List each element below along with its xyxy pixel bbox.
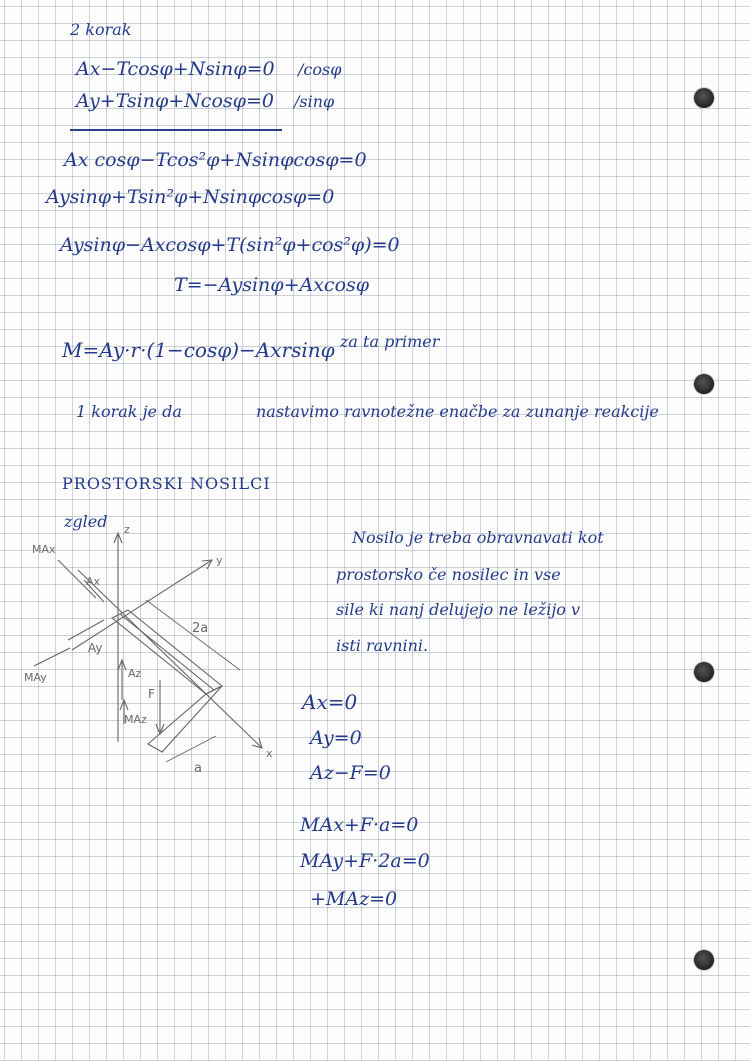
equilibrium-equation: Ax=0 [302, 690, 358, 714]
equation-multiplier: /sinφ [294, 92, 335, 111]
equilibrium-equation: MAx+F·a=0 [300, 814, 419, 836]
equation-multiplier: /cosφ [298, 60, 342, 79]
equilibrium-equation: Az−F=0 [310, 762, 391, 784]
x-axis [78, 570, 262, 748]
equation-line: Ay+Tsinφ+Ncosφ=0 [76, 90, 274, 112]
axis-label-z: z [124, 523, 130, 536]
label-Ay: Ay [88, 641, 103, 655]
equation-line: Ax−Tcosφ+Nsinφ=0 [76, 58, 275, 80]
example-label: zgled [64, 512, 108, 531]
label-MAx: MAx [32, 543, 56, 556]
description-line: sile ki nanj delujejo ne ležijo v [336, 600, 581, 619]
axis-label-x: x [266, 747, 273, 760]
beam-segment-a [148, 686, 222, 752]
reaction-Ay-arrow [68, 620, 104, 640]
equation-line: Aysinφ−Axcosφ+T(sin²φ+cos²φ)=0 [60, 234, 400, 256]
step2-heading: 2 korak [70, 20, 132, 39]
dimension-label-2a: 2a [192, 621, 209, 636]
moment-equation: M=Ay·r·(1−cosφ)−Axrsinφ [62, 338, 335, 362]
y-axis [72, 560, 212, 650]
equation-line: Aysinφ+Tsin²φ+Nsinφcosφ=0 [46, 186, 335, 208]
moment-note: za ta primer [340, 332, 440, 351]
step1-label: 1 korak je da [76, 402, 182, 421]
label-Az: Az [128, 667, 142, 680]
section-title: PROSTORSKI NOSILCI [62, 474, 271, 493]
step1-text: nastavimo ravnotežne enačbe za zunanje reakcije [256, 402, 659, 421]
label-MAz: MAz [124, 713, 147, 726]
moment-MAy-arrow [34, 648, 70, 666]
description-line: Nosilo je treba obravnavati kot [352, 528, 604, 547]
equation-line: T=−Aysinφ+Axcosφ [174, 274, 370, 296]
label-F: F [148, 687, 155, 701]
description-line: isti ravnini. [336, 636, 429, 655]
axis-label-y: y [216, 554, 223, 567]
equation-line: Ax cosφ−Tcos²φ+Nsinφcosφ=0 [64, 149, 367, 171]
description-line: prostorsko če nosilec in vse [336, 565, 561, 584]
equilibrium-equation: +MAz=0 [310, 888, 398, 910]
label-Ax: Ax [86, 575, 101, 588]
dimension-label-a: a [194, 761, 202, 776]
equilibrium-equation: Ay=0 [310, 727, 362, 749]
label-MAy: MAy [24, 671, 47, 684]
equilibrium-equation: MAy+F·2a=0 [300, 850, 430, 872]
